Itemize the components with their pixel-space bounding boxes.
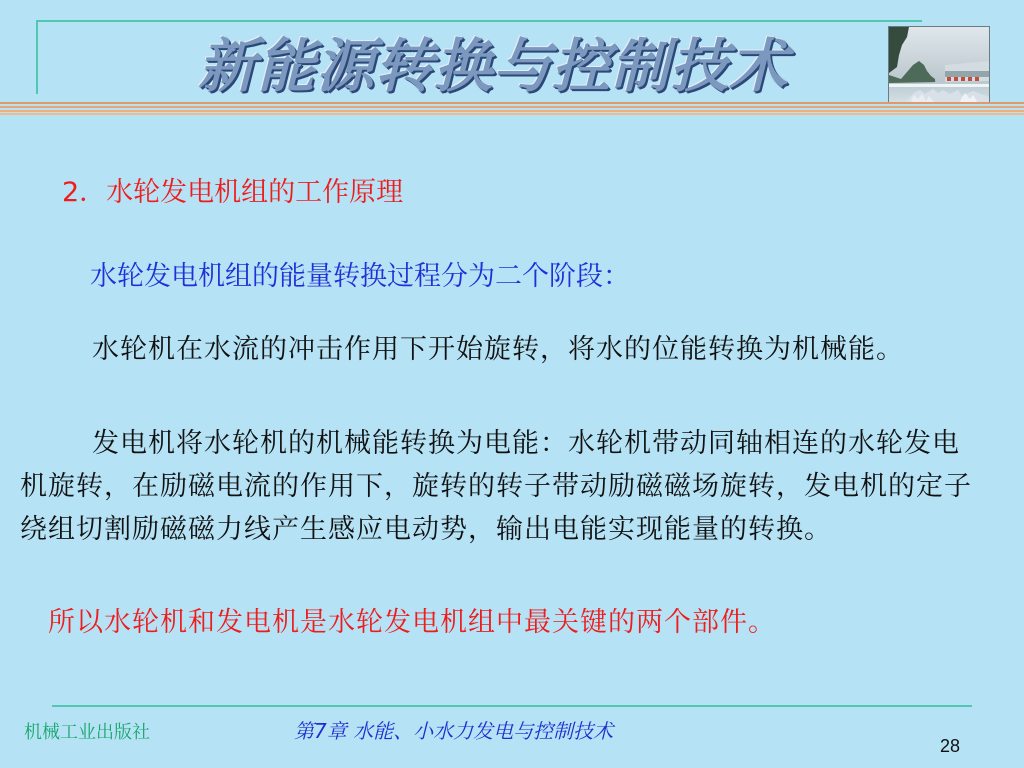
bottom-divider-line <box>52 705 972 707</box>
paragraph-generator: 发电机将水轮机的机械能转换为电能：水轮机带动同轴相连的水轮发电机旋转，在励磁电流的作用下，旋转的转子带动励磁磁场旋转，发电机的定子绕组切割励磁磁力线产生感应电动势，输出电能实现能量的转换。 <box>20 428 972 545</box>
section-heading: 2．水轮发电机组的工作原理 <box>62 177 404 208</box>
slide-title: 新能源转换与控制技术 <box>198 32 789 100</box>
top-divider-band <box>0 102 1024 115</box>
conclusion-line: 所以水轮机和发电机是水轮发电机组中最关键的两个部件。 <box>48 607 776 638</box>
top-frame-vertical-line <box>36 20 38 94</box>
top-frame-horizontal-line <box>36 20 922 22</box>
footer-publisher: 机械工业出版社 <box>24 722 150 743</box>
paragraph-turbine: 水轮机在水流的冲击作用下开始旋转，将水的位能转换为机械能。 <box>92 334 904 365</box>
footer-chapter-title: 第7章 水能、小水力发电与控制技术 <box>294 719 614 743</box>
hydropower-photo-icon <box>888 26 990 108</box>
intro-line: 水轮发电机组的能量转换过程分为二个阶段： <box>90 261 630 292</box>
page-number: 28 <box>940 736 961 756</box>
